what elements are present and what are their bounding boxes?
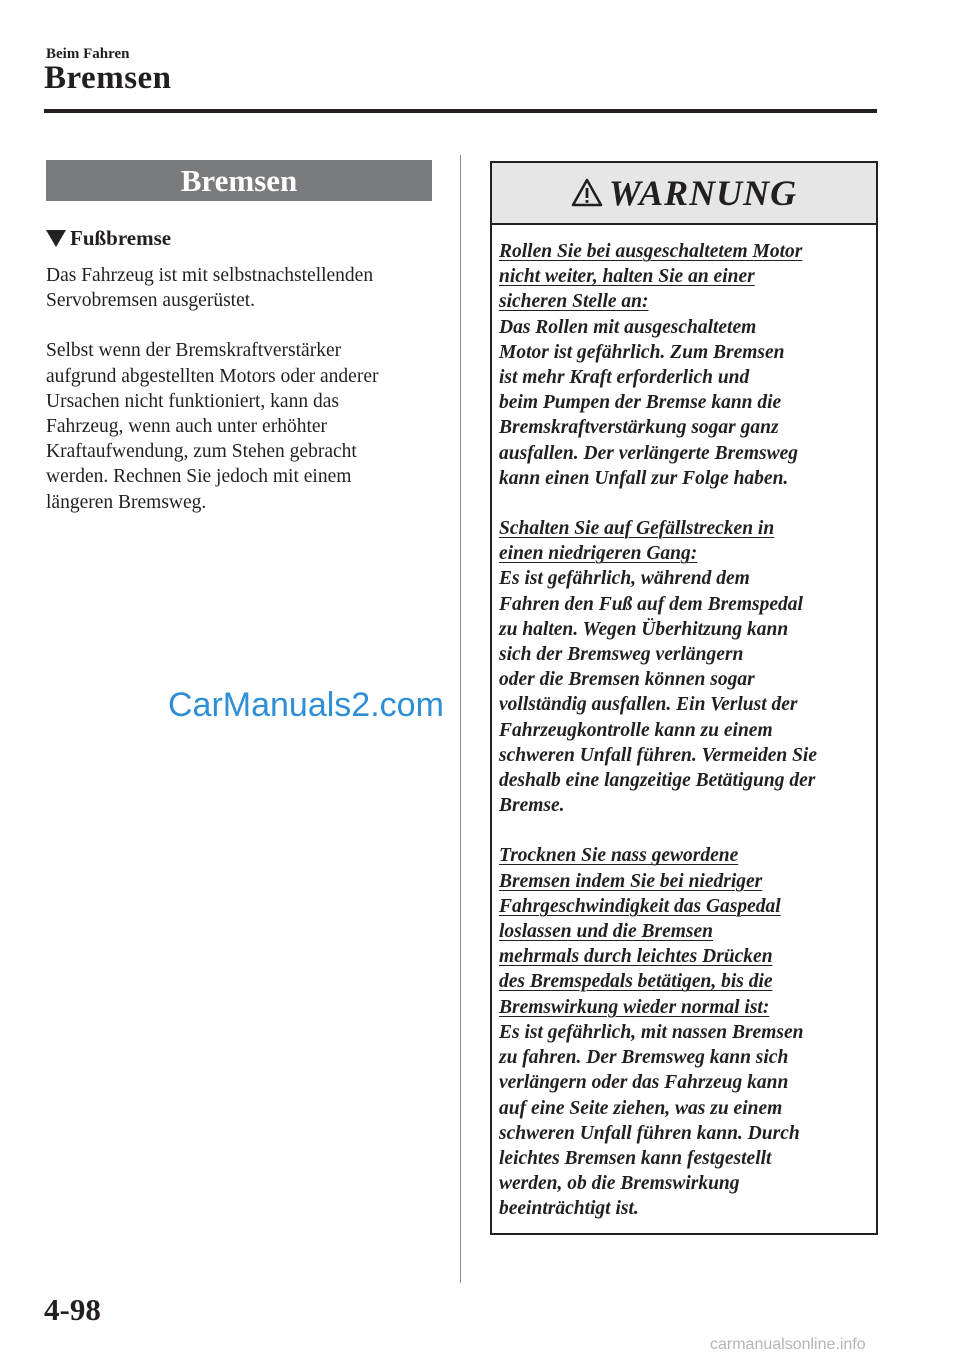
paragraph	[46, 263, 432, 313]
subheading-label: Fußbremse	[70, 225, 172, 250]
warning-text-line: zu halten. Wegen Überhitzung kann	[499, 618, 789, 640]
warning-heading-line: Schalten Sie auf Gefällstrecken in	[499, 518, 775, 540]
warning-text-line: beeinträchtigt ist.	[499, 1198, 639, 1220]
warning-block	[499, 239, 868, 491]
warning-text-line: kann einen Unfall zur Folge haben.	[499, 467, 789, 489]
warning-header	[492, 163, 876, 225]
warning-box	[490, 161, 878, 1235]
warning-heading-line: mehrmals durch leichtes Drücken	[499, 946, 773, 968]
warning-heading-line: Bremswirkung wieder normal ist:	[499, 996, 770, 1018]
warning-title: WARNUNG	[608, 173, 798, 213]
warning-text-line: beim Pumpen der Bremse kann die	[499, 392, 782, 414]
warning-text-line: werden, ob die Bremswirkung	[499, 1173, 740, 1195]
warning-text-line: ist mehr Kraft erforderlich und	[499, 367, 750, 389]
warning-text-line: Bremse.	[499, 795, 565, 817]
warning-heading-line: Bremsen indem Sie bei niedriger	[499, 870, 763, 892]
warning-text-line: verlängern oder das Fahrzeug kann	[499, 1072, 789, 1094]
warning-heading-line: des Bremspedals betätigen, bis die	[499, 971, 773, 993]
section-label: Beim Fahren	[46, 46, 130, 62]
text-line: werden. Rechnen Sie jedoch mit einem	[46, 466, 352, 488]
warning-text-line: schweren Unfall führen. Vermeiden Sie	[499, 744, 817, 766]
warning-text-line: Das Rollen mit ausgeschaltetem	[499, 316, 757, 338]
warning-heading-line: Fahrgeschwindigkeit das Gaspedal	[499, 895, 781, 917]
warning-text-line: zu fahren. Der Bremsweg kann sich	[499, 1047, 789, 1069]
warning-block	[499, 516, 868, 818]
left-column	[46, 160, 432, 515]
text-line: Servobremsen ausgerüstet.	[46, 290, 256, 312]
warning-text-line: deshalb eine langzeitige Betätigung der	[499, 770, 816, 792]
warning-text-line: vollständig ausfallen. Ein Verlust der	[499, 694, 798, 716]
warning-text-line: Motor ist gefährlich. Zum Bremsen	[499, 341, 785, 363]
watermark: CarManuals2.com	[168, 686, 444, 724]
text-line: Selbst wenn der Bremskraftverstärker	[46, 340, 342, 362]
warning-text-line: oder die Bremsen können sogar	[499, 669, 755, 691]
warning-text-line: Es ist gefährlich, während dem	[499, 568, 750, 590]
page-title: Bremsen	[44, 60, 172, 96]
text-line: aufgrund abgestellten Motors oder anderer	[46, 365, 379, 387]
warning-heading-line: Trocknen Sie nass gewordene	[499, 845, 739, 867]
text-line: Das Fahrzeug ist mit selbstnachstellenden	[46, 265, 374, 286]
warning-text-line: Bremskraftverstärkung sogar ganz	[499, 417, 779, 439]
warning-text-line: Fahren den Fuß auf dem Bremspedal	[499, 593, 803, 615]
warning-text-line: Fahrzeugkontrolle kann zu einem	[499, 719, 773, 741]
text-line: längeren Bremsweg.	[46, 491, 207, 513]
footer-watermark: carmanualsonline.info	[710, 1336, 866, 1353]
subheading	[46, 224, 432, 252]
warning-text-line: leichtes Bremsen kann festgestellt	[499, 1147, 772, 1169]
warning-text-line: Es ist gefährlich, mit nassen Bremsen	[499, 1021, 804, 1043]
text-line: Fahrzeug, wenn auch unter erhöhter	[46, 416, 328, 438]
column-divider	[460, 155, 461, 1283]
text-line: Ursachen nicht funktioniert, kann das	[46, 390, 339, 412]
text-line: Kraftaufwendung, zum Stehen gebracht	[46, 441, 357, 463]
warning-text-line: sich der Bremsweg verlängern	[499, 644, 744, 666]
warning-heading-line: nicht weiter, halten Sie an einer	[499, 266, 755, 288]
warning-heading-line: loslassen und die Bremsen	[499, 921, 713, 943]
warning-heading-line: Rollen Sie bei ausgeschaltetem Motor	[499, 241, 803, 262]
section-banner: Bremsen	[46, 160, 432, 201]
warning-block	[499, 843, 868, 1221]
warning-text-line: auf eine Seite ziehen, was zu einem	[499, 1097, 783, 1119]
header-rule	[44, 109, 877, 113]
warning-body	[492, 225, 876, 1222]
triangle-marker-icon	[46, 230, 66, 247]
warning-heading-line: sicheren Stelle an:	[499, 291, 649, 313]
page-number: 4-98	[44, 1292, 101, 1327]
warning-text-line: ausfallen. Der verlängerte Bremsweg	[499, 442, 798, 464]
warning-heading-line: einen niedrigeren Gang:	[499, 543, 698, 565]
paragraph	[46, 338, 432, 514]
warning-triangle-icon	[571, 178, 603, 208]
warning-text-line: schweren Unfall führen kann. Durch	[499, 1122, 800, 1144]
